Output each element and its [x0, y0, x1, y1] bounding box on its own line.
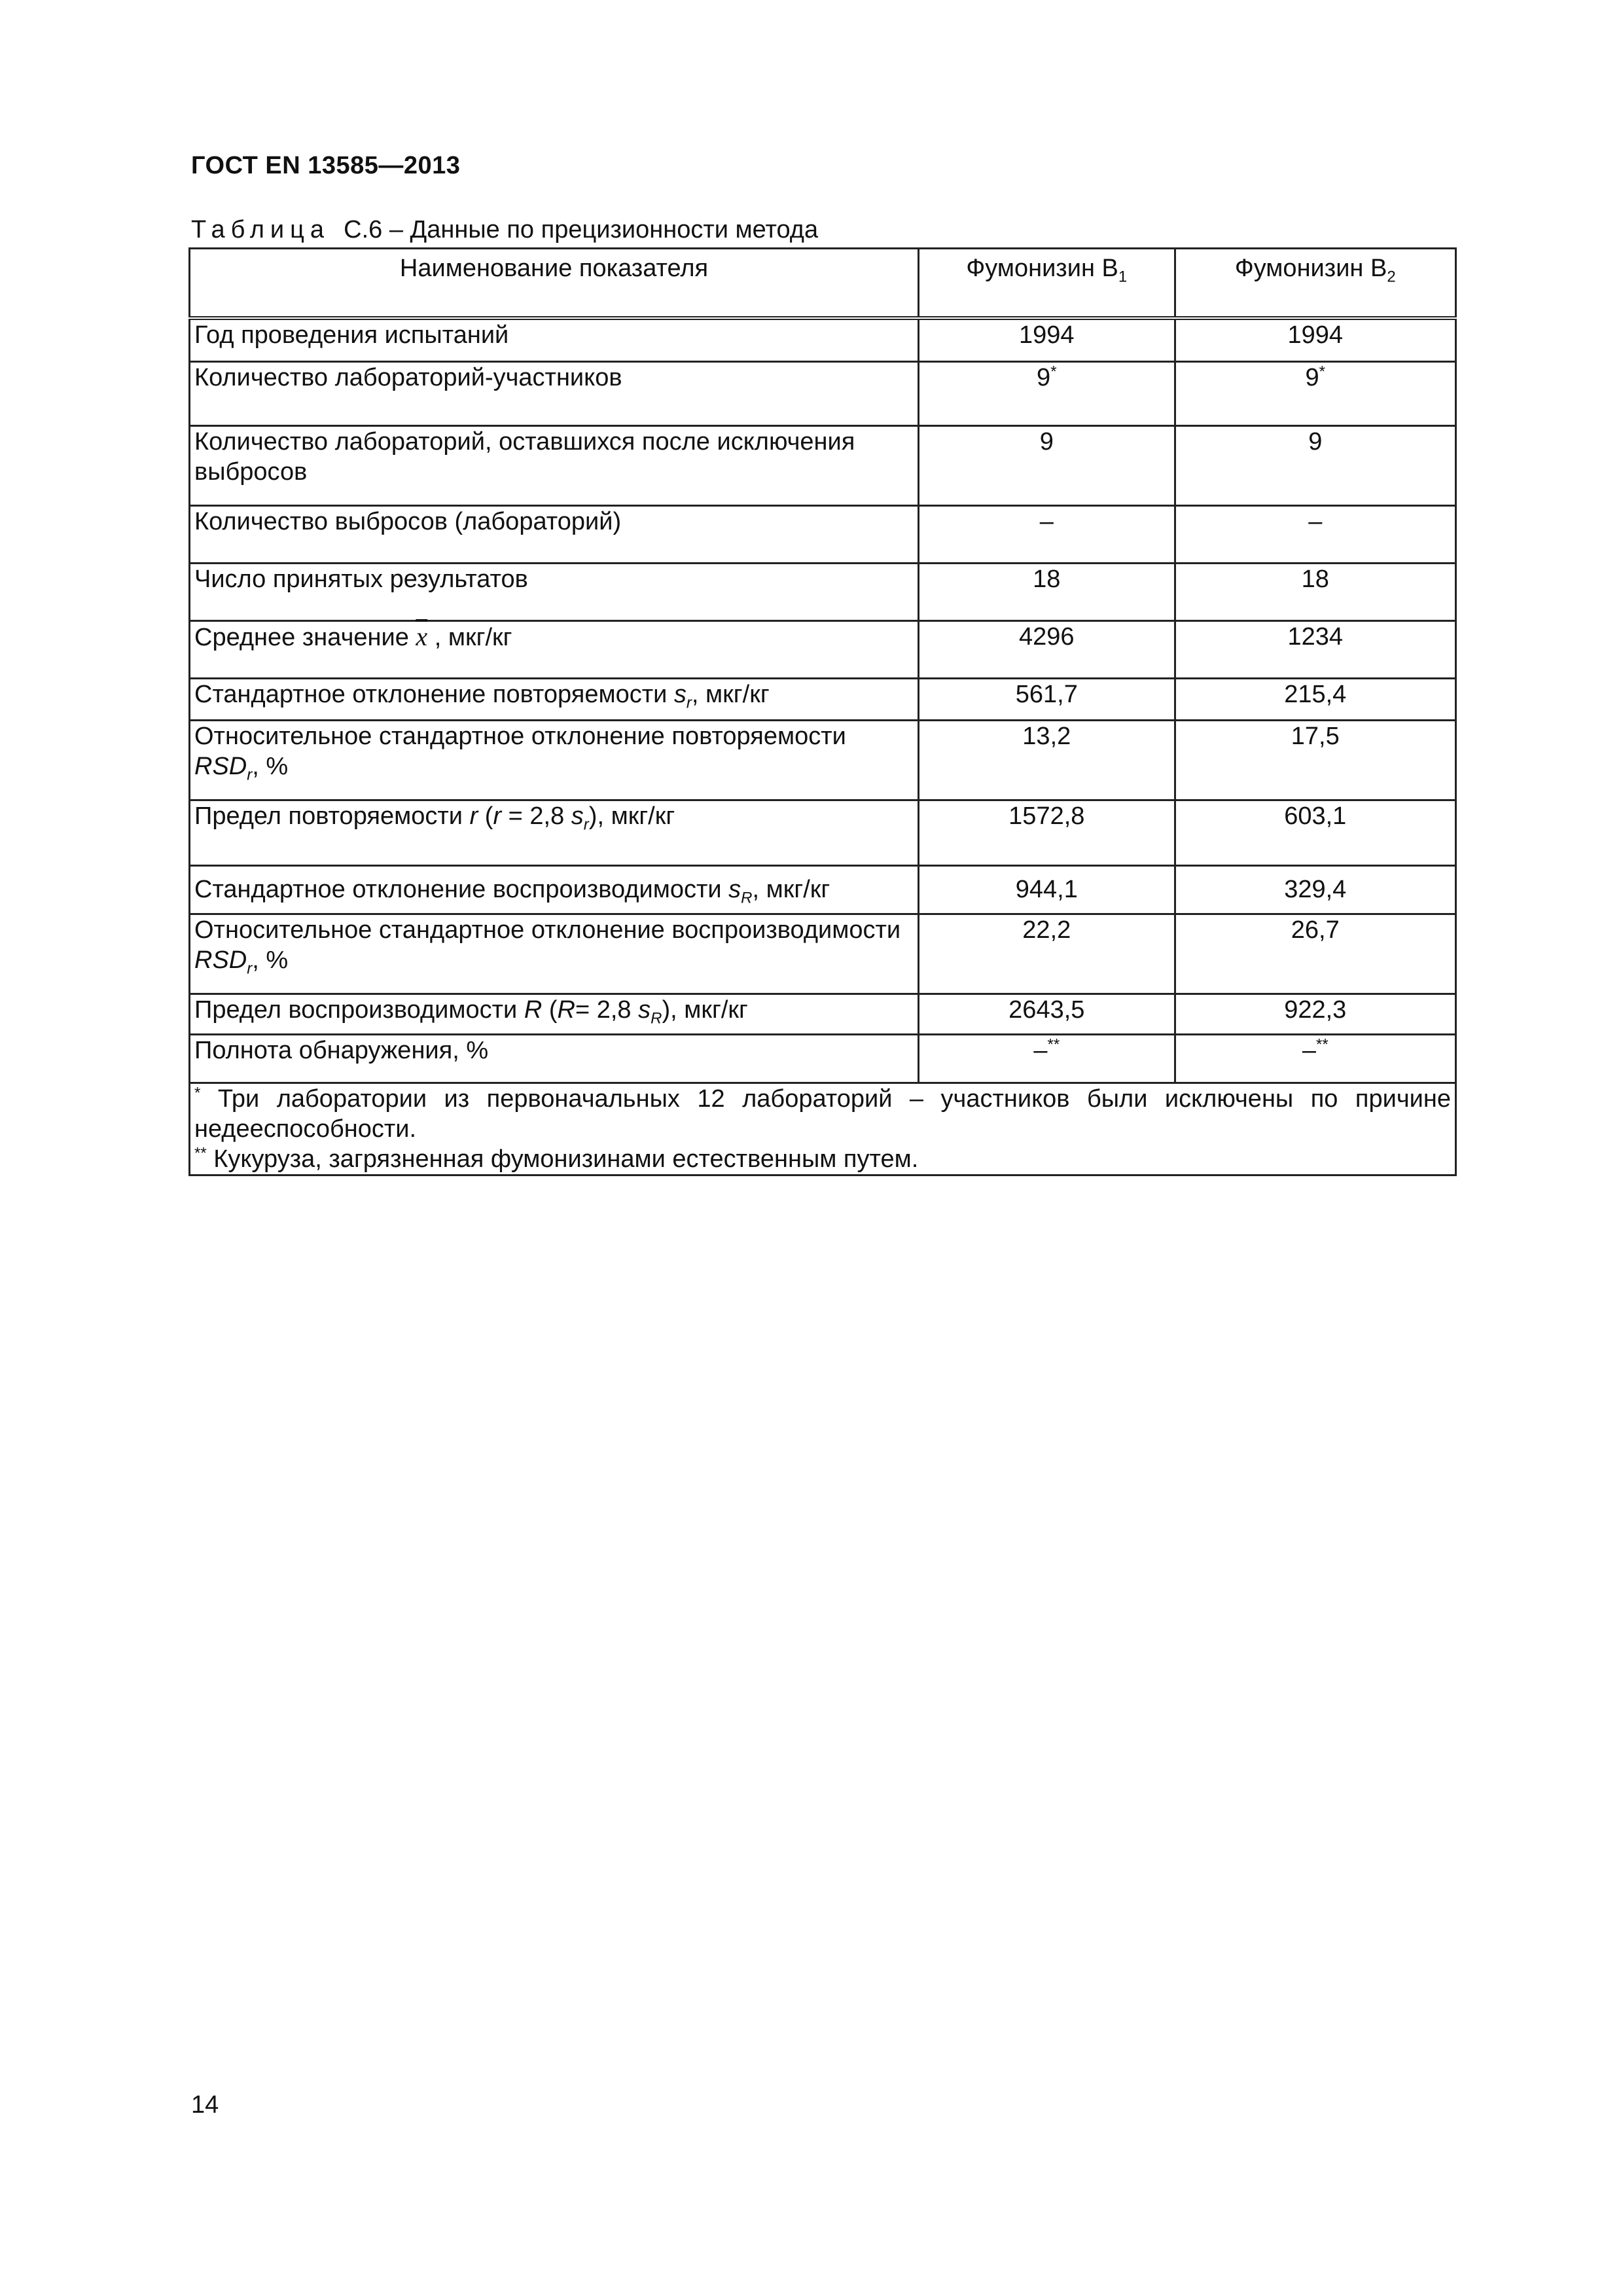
- cell-b2-outliers: –: [1175, 505, 1455, 563]
- table-row: [190, 318, 1456, 361]
- mean-label-text: Среднее значение: [194, 623, 409, 651]
- r-limit-s-symbol: s: [571, 802, 584, 830]
- sR-subscript: R: [741, 889, 753, 907]
- row-label-accepted: Число принятых результатов: [190, 563, 919, 620]
- table-row: [190, 800, 1456, 865]
- R-limit-formula: = 2,8: [575, 996, 639, 1024]
- header-b1-text: Фумонизин B: [966, 255, 1118, 282]
- sr-label-unit: , мкг/кг: [691, 680, 770, 708]
- R-limit-symbol: R: [524, 996, 543, 1024]
- cell-b2-sr: 215,4: [1175, 678, 1455, 720]
- sr-subscript: r: [686, 694, 692, 712]
- footnote-2-text: Кукуруза, загрязненная фумонизинами естественным путем.: [206, 1145, 919, 1173]
- footnote-marker: *: [1319, 362, 1326, 380]
- rsdR-label-text: Относительное стандартное отклонение воспроизводимости: [194, 916, 901, 944]
- table-row: [190, 865, 1456, 914]
- cell-b1-rsdr: 13,2: [919, 720, 1175, 800]
- cell-b2-accepted: 18: [1175, 563, 1455, 620]
- cell-b2-labs-value: 9: [1305, 363, 1319, 391]
- header-indicator-name: Наименование показателя: [190, 249, 919, 319]
- r-limit-formula: = 2,8: [501, 802, 571, 830]
- r-limit-symbol-2: r: [493, 802, 502, 830]
- table-caption-text: С.6 – Данные по прецизионности метода: [344, 216, 819, 243]
- cell-b2-labs: [1175, 361, 1455, 425]
- cell-b1-sR: 944,1: [919, 865, 1175, 914]
- cell-b1-r-limit: 1572,8: [919, 800, 1175, 865]
- footnote-2-marker: **: [194, 1143, 207, 1162]
- sr-symbol: s: [673, 680, 687, 708]
- cell-b2-R-limit: 922,3: [1175, 994, 1455, 1034]
- table-caption-label: Таблица: [191, 216, 330, 243]
- footnote-marker: **: [1047, 1035, 1060, 1053]
- table-row: [190, 620, 1456, 678]
- table-row: [190, 1034, 1456, 1083]
- mean-symbol: $\overline{x}$: [416, 621, 428, 651]
- header-fumonisin-b1: [919, 249, 1175, 319]
- rsdr-symbol: RSD: [194, 752, 247, 780]
- footnote-1: [194, 1084, 1451, 1144]
- cell-b2-rsdR: 26,7: [1175, 914, 1455, 994]
- sR-symbol: s: [728, 876, 741, 903]
- rsdr-label-text: Относительное стандартное отклонение повторяемости: [194, 722, 846, 750]
- cell-b2-rsdr: 17,5: [1175, 720, 1455, 800]
- cell-b2-r-limit: 603,1: [1175, 800, 1455, 865]
- cell-b2-year: 1994: [1175, 318, 1455, 361]
- cell-b2-recovery-value: –: [1302, 1036, 1316, 1064]
- R-limit-s-symbol: s: [638, 996, 651, 1024]
- rsdr-label-unit: , %: [252, 752, 289, 780]
- header-b1-subscript: 1: [1118, 268, 1128, 286]
- table-row: [190, 361, 1456, 425]
- footnote-1-marker: *: [194, 1083, 201, 1102]
- precision-data-table: [188, 247, 1457, 1176]
- footnote-marker: **: [1316, 1035, 1329, 1053]
- R-limit-paren: (: [542, 996, 558, 1024]
- r-limit-label-text: Предел повторяемости: [194, 802, 470, 830]
- cell-b1-sr: 561,7: [919, 678, 1175, 720]
- table-row: [190, 914, 1456, 994]
- r-limit-paren: (: [478, 802, 493, 830]
- row-label-labs-remaining: Количество лабораторий, оставшихся после исключения выбросов: [190, 425, 919, 505]
- sr-label-text: Стандартное отклонение повторяемости: [194, 680, 674, 708]
- row-label-mean: [190, 620, 919, 678]
- sR-label-unit: , мкг/кг: [752, 876, 830, 903]
- row-label-R-limit: [190, 994, 919, 1034]
- table-header-row: [190, 249, 1456, 319]
- rsdR-symbol: RSD: [194, 946, 247, 974]
- cell-b2-recovery: [1175, 1034, 1455, 1083]
- r-limit-subscript: r: [583, 816, 589, 834]
- r-limit-label-unit: ), мкг/кг: [588, 802, 675, 830]
- table-row: [190, 678, 1456, 720]
- cell-b1-recovery-value: –: [1033, 1036, 1048, 1064]
- cell-b1-labs-value: 9: [1037, 363, 1051, 391]
- R-limit-label-unit: ), мкг/кг: [662, 996, 748, 1024]
- row-label-recovery: Полнота обнаружения, %: [190, 1034, 919, 1083]
- rsdr-subscript: r: [247, 766, 253, 784]
- R-limit-symbol-2: R: [557, 996, 575, 1024]
- rsdR-subscript: r: [247, 960, 253, 978]
- cell-b1-mean: 4296: [919, 620, 1175, 678]
- cell-b2-mean: 1234: [1175, 620, 1455, 678]
- row-label-sR: [190, 865, 919, 914]
- row-label-year: Год проведения испытаний: [190, 318, 919, 361]
- cell-b2-labs-remaining: 9: [1175, 425, 1455, 505]
- cell-b1-labs-remaining: 9: [919, 425, 1175, 505]
- table-row: [190, 425, 1456, 505]
- mean-label-unit: , мкг/кг: [434, 623, 512, 651]
- header-b2-subscript: 2: [1387, 268, 1396, 286]
- header-fumonisin-b2: [1175, 249, 1455, 319]
- footnote-1-text: Три лаборатории из первоначальных 12 лабораторий – участников были исключены по причине недееспособности.: [194, 1085, 1451, 1143]
- cell-b1-accepted: 18: [919, 563, 1175, 620]
- r-limit-symbol: r: [469, 802, 478, 830]
- cell-b2-sR: 329,4: [1175, 865, 1455, 914]
- R-limit-subscript: R: [651, 1009, 662, 1028]
- cell-b1-recovery: [919, 1034, 1175, 1083]
- document-header: ГОСТ EN 13585—2013: [191, 152, 461, 179]
- sR-label-text: Стандартное отклонение воспроизводимости: [194, 876, 729, 903]
- page-number: 14: [191, 2091, 219, 2119]
- table-row: [190, 994, 1456, 1034]
- table-footnotes: [190, 1083, 1456, 1175]
- header-b2-text: Фумонизин B: [1234, 255, 1387, 282]
- table-notes-row: [190, 1083, 1456, 1175]
- cell-b1-rsdR: 22,2: [919, 914, 1175, 994]
- row-label-labs: Количество лабораторий-участников: [190, 361, 919, 425]
- table-row: [190, 563, 1456, 620]
- table-caption: [191, 216, 818, 244]
- R-limit-label-text: Предел воспроизводимости: [194, 996, 524, 1024]
- footnote-marker: *: [1050, 362, 1057, 380]
- cell-b1-R-limit: 2643,5: [919, 994, 1175, 1034]
- cell-b1-year: 1994: [919, 318, 1175, 361]
- footnote-2: [194, 1144, 1451, 1174]
- row-label-sr: [190, 678, 919, 720]
- row-label-outliers: Количество выбросов (лабораторий): [190, 505, 919, 563]
- cell-b1-outliers: –: [919, 505, 1175, 563]
- row-label-rsdr: [190, 720, 919, 800]
- table-row: [190, 720, 1456, 800]
- table-row: [190, 505, 1456, 563]
- cell-b1-labs: [919, 361, 1175, 425]
- row-label-rsdR: [190, 914, 919, 994]
- rsdR-label-unit: , %: [252, 946, 289, 974]
- row-label-r-limit: [190, 800, 919, 865]
